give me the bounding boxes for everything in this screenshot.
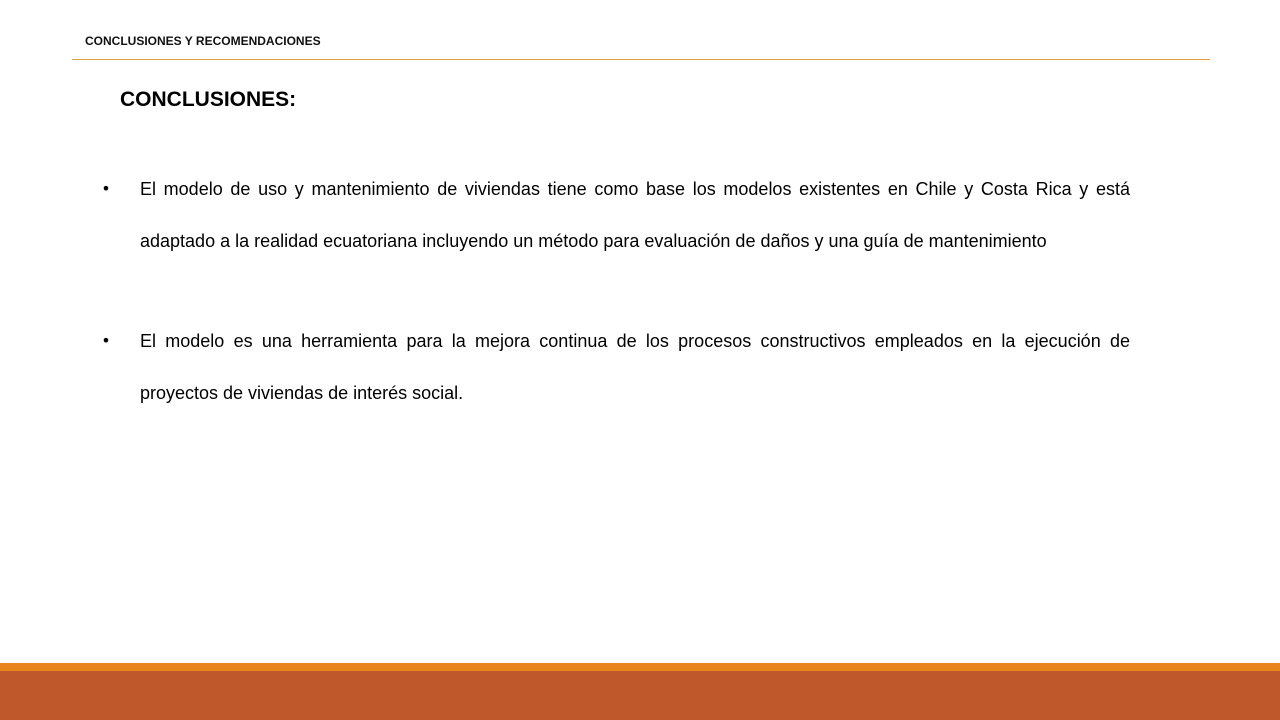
section-title: CONCLUSIONES: [120,88,297,111]
footer-accent-stripe [0,663,1280,671]
conclusions-list [100,163,1130,419]
bullet-item [100,315,1130,419]
bullet-text: El modelo es una herramienta para la mejora continua de los procesos constructivos empleados en la ejecución de proyectos de viviendas de interés social. [140,331,1130,403]
header-divider [72,59,1210,60]
bullet-icon: • [101,331,111,350]
footer-bar [0,671,1280,720]
bullet-icon: • [101,179,111,198]
slide-header: CONCLUSIONES Y RECOMENDACIONES [85,34,321,48]
bullet-text: El modelo de uso y mantenimiento de viviendas tiene como base los modelos existentes en Chile y Costa Rica y está adaptado a la realidad ecuatoriana incluyendo un método para evaluación de daños y una guía de mantenimiento [140,179,1130,251]
bullet-item [100,163,1130,267]
